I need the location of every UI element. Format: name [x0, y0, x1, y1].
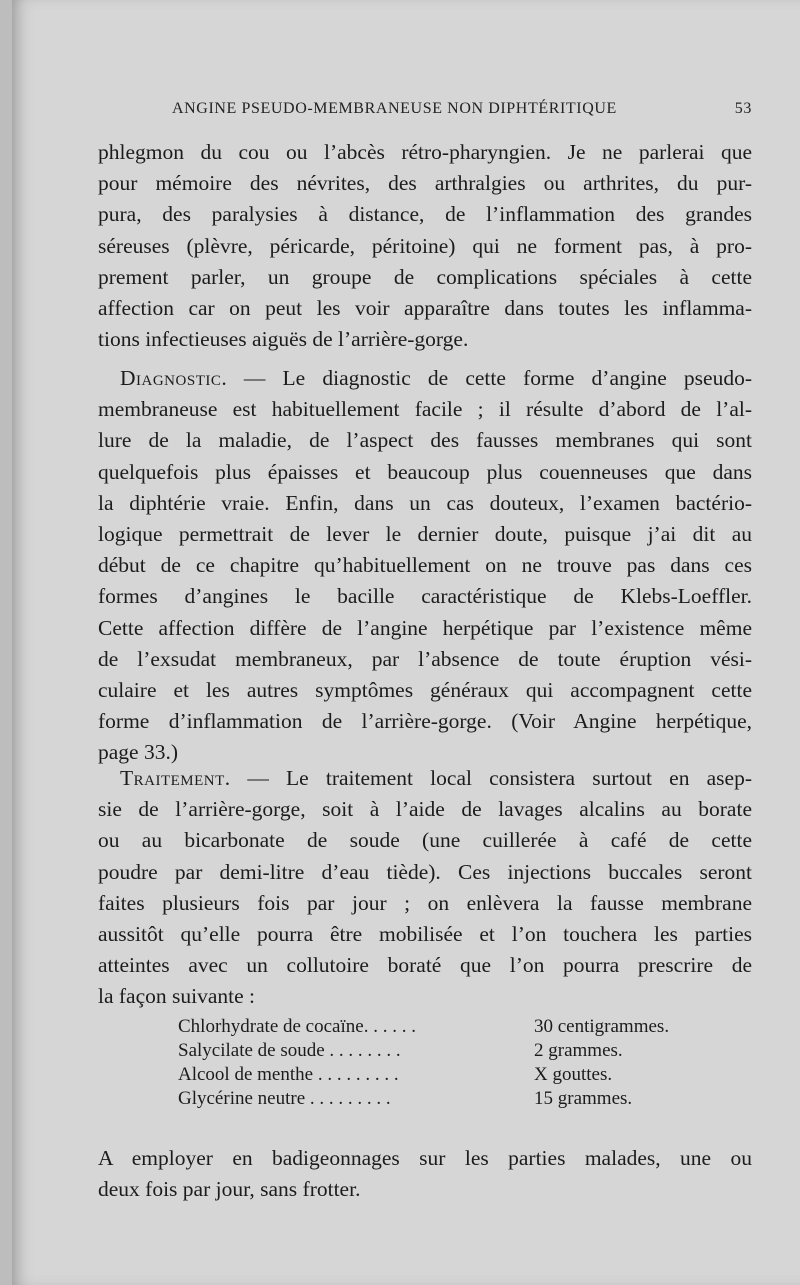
text-line: formes d’angines le bacille caractéristique de Klebs-Loeffler. — [98, 584, 752, 609]
paragraph-closing — [98, 1143, 752, 1205]
section-heading-diagnostic: Diagnostic — [120, 366, 222, 390]
text-line: prement parler, un groupe de complications spéciales à cette — [98, 264, 752, 289]
text-line: forme d’inflammation de l’arrière-gorge. (Voir Angine herpétique, — [98, 709, 752, 734]
text-line: de l’exsudat membraneux, par l’absence de toute éruption vési- — [98, 646, 752, 671]
page-number: 53 — [734, 100, 752, 117]
running-head-title: ANGINE PSEUDO-MEMBRANEUSE NON DIPHTÉRITIQUE — [172, 100, 617, 117]
text-line: atteintes avec un collutoire boraté que l’on pourra prescrire de — [98, 953, 752, 978]
prescription-quantity: 2 grammes. — [534, 1040, 623, 1061]
text-line: lure de la maladie, de l’aspect des fausses membranes qui sont — [98, 428, 752, 453]
prescription-row — [178, 1039, 708, 1063]
book-page — [12, 0, 800, 1285]
text-line: sie de l’arrière-gorge, soit à l’aide de lavages alcalins au borate — [98, 797, 752, 822]
prescription-row — [178, 1015, 708, 1039]
text-line: ou au bicarbonate de soude (une cuillerée à café de cette — [98, 828, 752, 853]
text-line: séreuses (plèvre, péricarde, péritoine) qui ne forment pas, à pro- — [98, 233, 752, 258]
text-line: Cette affection diffère de l’angine herpétique par l’existence même — [98, 615, 752, 640]
text-line: deux fois par jour, sans frotter. — [98, 1177, 361, 1202]
text-line: faites plusieurs fois par jour ; on enlèvera la fausse membrane — [98, 890, 752, 915]
prescription-list — [178, 1015, 708, 1111]
text-line — [98, 763, 752, 794]
prescription-ingredient: Salycilate de soude . . . . . . . . — [178, 1040, 401, 1061]
text-line: A employer en badigeonnages sur les parties malades, une ou — [98, 1146, 752, 1170]
prescription-row — [178, 1063, 708, 1087]
text-line: phlegmon du cou ou l’abcès rétro-pharyngien. Je ne parlerai que — [98, 140, 752, 164]
text-line: début de ce chapitre qu’habituellement on ne trouve pas dans ces — [98, 553, 752, 578]
text-line: pura, des paralysies à distance, de l’inflammation des grandes — [98, 202, 752, 227]
text-line: membraneuse est habituellement facile ; il résulte d’abord de l’al- — [98, 397, 752, 422]
prescription-ingredient: Chlorhydrate de cocaïne. . . . . . — [178, 1016, 416, 1037]
paragraph-traitement — [98, 763, 752, 1013]
text-run: . — Le diagnostic de cette forme d’angine pseudo- — [221, 366, 752, 390]
text-run: . — Le traitement local consistera surtout en asep- — [224, 766, 752, 790]
text-line: la façon suivante : — [98, 984, 256, 1009]
section-heading-traitement: Traitement — [120, 766, 225, 790]
prescription-quantity: X gouttes. — [534, 1064, 613, 1085]
text-line: quelquefois plus épaisses et beaucoup plus couenneuses que dans — [98, 459, 752, 484]
text-line: logique permettrait de lever le dernier doute, puisque j’ai dit au — [98, 522, 752, 547]
paragraph-complications — [98, 137, 752, 355]
text-line — [98, 363, 752, 394]
text-line: tions infectieuses aiguës de l’arrière-gorge. — [98, 327, 469, 352]
text-line: la diphtérie vraie. Enfin, dans un cas douteux, l’examen bactério- — [98, 490, 752, 515]
text-line: pour mémoire des névrites, des arthralgies ou arthrites, du pur- — [98, 171, 752, 196]
paragraph-diagnostic — [98, 363, 752, 769]
text-line: poudre par demi-litre d’eau tiède). Ces injections buccales seront — [98, 859, 752, 884]
prescription-ingredient: Alcool de menthe . . . . . . . . . — [178, 1064, 399, 1085]
prescription-row — [178, 1087, 708, 1111]
text-line: page 33.) — [98, 740, 178, 765]
prescription-quantity: 30 centigrammes. — [534, 1016, 670, 1037]
text-line: culaire et les autres symptômes généraux qui accompagnent cette — [98, 678, 752, 703]
text-line: affection car on peut les voir apparaître dans toutes les inflamma- — [98, 296, 752, 321]
prescription-ingredient: Glycérine neutre . . . . . . . . . — [178, 1088, 391, 1109]
text-line: aussitôt qu’elle pourra être mobilisée et l’on touchera les parties — [98, 922, 752, 947]
prescription-quantity: 15 grammes. — [534, 1088, 633, 1109]
